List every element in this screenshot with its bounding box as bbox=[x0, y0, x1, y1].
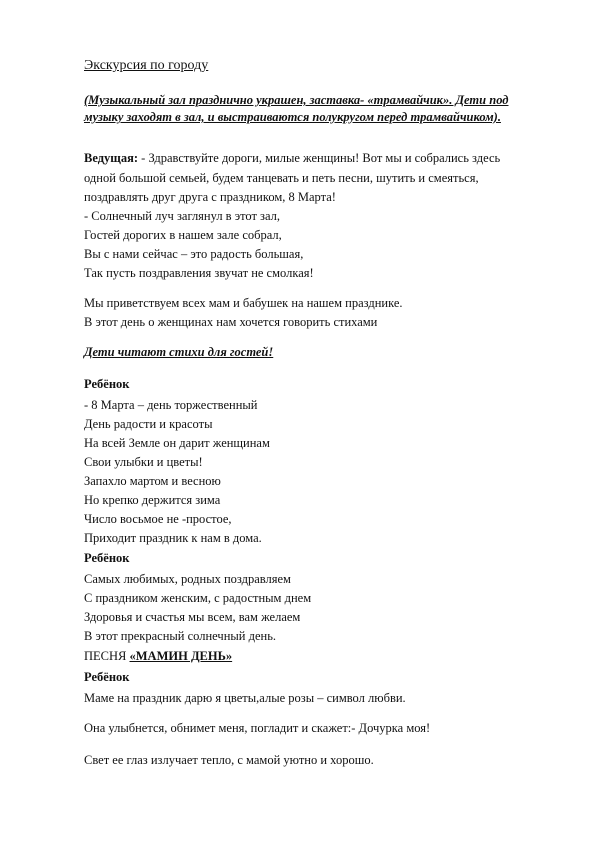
poem2-line: С праздником женским, с радостным днем bbox=[84, 591, 312, 605]
song-line bbox=[84, 648, 232, 664]
child-label-2: Ребёнок bbox=[84, 551, 130, 565]
closing-line-2: Она улыбнется, обнимет меня, погладит и скажет:- Дочурка моя! bbox=[84, 721, 431, 735]
song-prefix: ПЕСНЯ bbox=[84, 649, 130, 663]
poem1-line: Число восьмое не -простое, bbox=[84, 512, 232, 526]
stage-direction-line-2: музыку заходят в зал, и выстраиваются полукругом перед трамвайчиком). bbox=[84, 110, 501, 124]
closing-line-3: Свет ее глаз излучает тепло, с мамой уютно и хорошо. bbox=[84, 753, 374, 767]
children-read-heading: Дети читают стихи для гостей! bbox=[84, 345, 274, 359]
poem1-line: Свои улыбки и цветы! bbox=[84, 455, 203, 469]
child-label-1: Ребёнок bbox=[84, 377, 130, 391]
poem1-line: Но крепко держится зима bbox=[84, 493, 221, 507]
host-first-line: - Здравствуйте дороги, милые женщины! Вот мы и собрались здесь bbox=[138, 151, 501, 165]
stage-direction-line-1: (Музыкальный зал празднично украшен, заставка- «трамвайчик». Дети под bbox=[84, 93, 509, 107]
greeting-line-1: Мы приветствуем всех мам и бабушек на нашем празднике. bbox=[84, 296, 403, 310]
document-title: Экскурсия по городу bbox=[84, 58, 209, 73]
host-speech-line-2: одной большой семьей, будем танцевать и петь песни, шутить и смеяться, bbox=[84, 171, 479, 185]
host-speech-line-3: поздравлять друг друга с праздником, 8 Марта! bbox=[84, 190, 336, 204]
closing-line-1: Маме на праздник дарю я цветы,алые розы – символ любви. bbox=[84, 691, 406, 705]
host-speech-line-1 bbox=[84, 150, 500, 166]
poem2-line: Здоровья и счастья мы всем, вам желаем bbox=[84, 610, 301, 624]
host-speech-line-4: - Солнечный луч заглянул в этот зал, bbox=[84, 209, 281, 223]
song-name: «МАМИН ДЕНЬ» bbox=[129, 649, 233, 663]
poem2-line: Самых любимых, родных поздравляем bbox=[84, 572, 291, 586]
host-speech-line-6: Вы с нами сейчас – это радость большая, bbox=[84, 247, 304, 261]
child-label-3: Ребёнок bbox=[84, 670, 130, 684]
poem1-line: На всей Земле он дарит женщинам bbox=[84, 436, 270, 450]
poem2-line: В этот прекрасный солнечный день. bbox=[84, 629, 277, 643]
poem1-line: - 8 Марта – день торжественный bbox=[84, 398, 258, 412]
host-label: Ведущая: bbox=[84, 151, 139, 165]
poem1-line: Приходит праздник к нам в дома. bbox=[84, 531, 262, 545]
host-speech-line-5: Гостей дорогих в нашем зале собрал, bbox=[84, 228, 282, 242]
poem1-line: День радости и красоты bbox=[84, 417, 213, 431]
host-speech-line-7: Так пусть поздравления звучат не смолкая! bbox=[84, 266, 314, 280]
greeting-line-2: В этот день о женщинах нам хочется говорить стихами bbox=[84, 315, 378, 329]
poem1-line: Запахло мартом и весною bbox=[84, 474, 221, 488]
